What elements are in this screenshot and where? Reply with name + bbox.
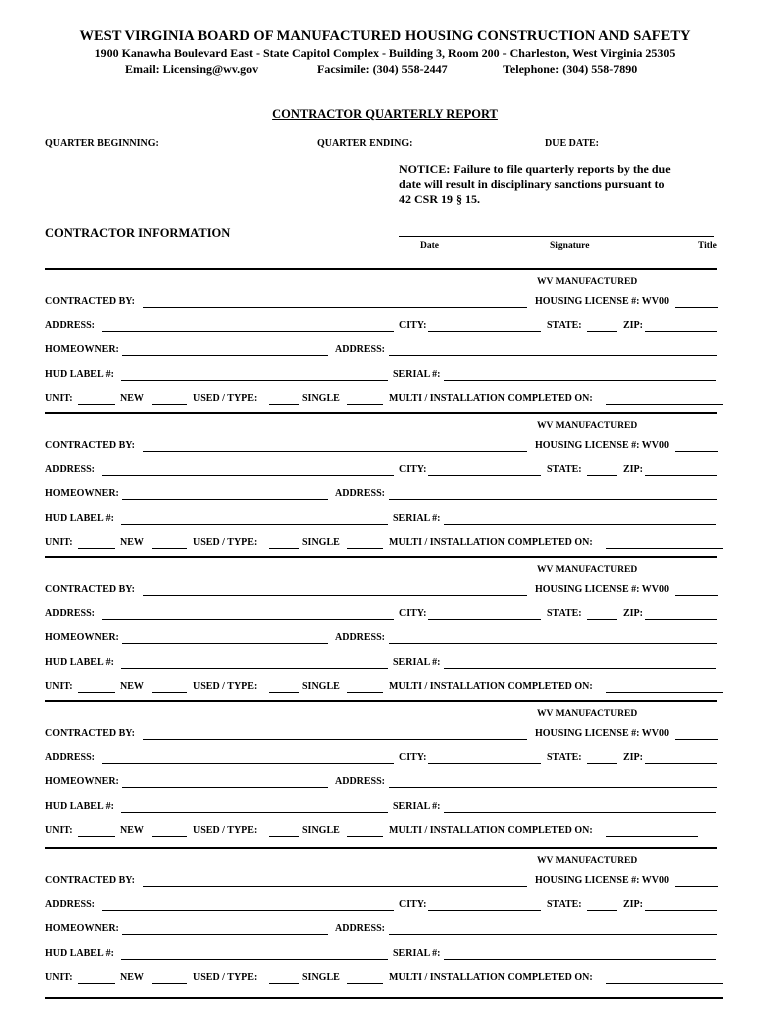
new-label: NEW xyxy=(120,537,144,548)
installation-date-field[interactable] xyxy=(606,836,698,837)
unit-label: UNIT: xyxy=(45,537,73,548)
serial-label: SERIAL #: xyxy=(393,513,441,524)
entry-divider xyxy=(45,412,717,414)
hud-label-field[interactable] xyxy=(121,380,388,381)
zip-label: ZIP: xyxy=(623,752,643,763)
wv-manufactured-label: WV MANUFACTURED xyxy=(537,421,638,431)
serial-label: SERIAL #: xyxy=(393,369,441,380)
unit-label: UNIT: xyxy=(45,393,73,404)
address-label: ADDRESS: xyxy=(45,608,96,619)
city-field[interactable] xyxy=(428,619,541,620)
serial-field[interactable] xyxy=(444,812,716,813)
homeowner-address-field[interactable] xyxy=(389,934,717,935)
hud-label-field[interactable] xyxy=(121,812,388,813)
hud-label-field[interactable] xyxy=(121,524,388,525)
board-address: 1900 Kanawha Boulevard East - State Capitol Complex - Building 3, Room 200 - Charleston, West Virginia 25305 xyxy=(94,46,676,60)
city-label: CITY: xyxy=(399,752,427,763)
notice-line-2: date will result in disciplinary sanctions pursuant to xyxy=(399,177,665,191)
homeowner-address-label: ADDRESS: xyxy=(335,344,386,355)
bottom-divider xyxy=(45,997,723,999)
homeowner-address-field[interactable] xyxy=(389,355,717,356)
homeowner-address-field[interactable] xyxy=(389,643,717,644)
contracted-by-field[interactable] xyxy=(143,451,527,452)
multi-install-label: MULTI / INSTALLATION COMPLETED ON: xyxy=(389,681,593,692)
unit-label: UNIT: xyxy=(45,825,73,836)
unit-label: UNIT: xyxy=(45,681,73,692)
address-label: ADDRESS: xyxy=(45,320,96,331)
zip-label: ZIP: xyxy=(623,320,643,331)
unit-used-field[interactable] xyxy=(152,692,187,693)
homeowner-label: HOMEOWNER: xyxy=(45,923,119,934)
entry-divider xyxy=(45,847,717,849)
state-label: STATE: xyxy=(547,608,582,619)
city-field[interactable] xyxy=(428,475,541,476)
multi-install-label: MULTI / INSTALLATION COMPLETED ON: xyxy=(389,537,593,548)
state-label: STATE: xyxy=(547,464,582,475)
quarter-ending-label: QUARTER ENDING: xyxy=(317,138,413,149)
unit-new-field[interactable] xyxy=(78,548,115,549)
new-label: NEW xyxy=(120,393,144,404)
state-label: STATE: xyxy=(547,752,582,763)
contractor-info-heading: CONTRACTOR INFORMATION xyxy=(45,226,231,240)
zip-field[interactable] xyxy=(645,910,717,911)
homeowner-field[interactable] xyxy=(122,355,328,356)
serial-field[interactable] xyxy=(444,668,716,669)
used-type-label: USED / TYPE: xyxy=(193,972,258,983)
type-single-field[interactable] xyxy=(269,548,299,549)
zip-field[interactable] xyxy=(645,331,717,332)
homeowner-address-field[interactable] xyxy=(389,499,717,500)
type-single-field[interactable] xyxy=(269,836,299,837)
entry-divider xyxy=(45,268,717,270)
serial-label: SERIAL #: xyxy=(393,801,441,812)
housing-license-label: HOUSING LICENSE #: WV00 xyxy=(535,875,670,886)
signature-date-label: Date xyxy=(420,241,439,251)
unit-label: UNIT: xyxy=(45,972,73,983)
city-field[interactable] xyxy=(428,331,541,332)
homeowner-field[interactable] xyxy=(122,499,328,500)
single-label: SINGLE xyxy=(302,825,340,836)
contracted-by-label: CONTRACTED BY: xyxy=(45,584,135,595)
board-phone: Telephone: (304) 558-7890 xyxy=(503,62,638,76)
homeowner-label: HOMEOWNER: xyxy=(45,344,119,355)
homeowner-field[interactable] xyxy=(122,934,328,935)
installation-date-field[interactable] xyxy=(606,692,723,693)
used-type-label: USED / TYPE: xyxy=(193,393,258,404)
due-date-label: DUE DATE: xyxy=(545,138,599,149)
unit-new-field[interactable] xyxy=(78,983,115,984)
new-label: NEW xyxy=(120,825,144,836)
housing-license-field[interactable] xyxy=(675,886,718,887)
state-field[interactable] xyxy=(587,331,617,332)
multi-install-label: MULTI / INSTALLATION COMPLETED ON: xyxy=(389,393,593,404)
type-multi-field[interactable] xyxy=(347,548,383,549)
zip-label: ZIP: xyxy=(623,464,643,475)
new-label: NEW xyxy=(120,681,144,692)
signature-line[interactable] xyxy=(399,236,714,237)
used-type-label: USED / TYPE: xyxy=(193,825,258,836)
unit-used-field[interactable] xyxy=(152,836,187,837)
zip-label: ZIP: xyxy=(623,608,643,619)
wv-manufactured-label: WV MANUFACTURED xyxy=(537,277,638,287)
contracted-by-label: CONTRACTED BY: xyxy=(45,875,135,886)
homeowner-address-label: ADDRESS: xyxy=(335,488,386,499)
hud-label-label: HUD LABEL #: xyxy=(45,513,114,524)
address-label: ADDRESS: xyxy=(45,899,96,910)
type-multi-field[interactable] xyxy=(347,983,383,984)
city-field[interactable] xyxy=(428,763,541,764)
housing-license-label: HOUSING LICENSE #: WV00 xyxy=(535,296,670,307)
state-label: STATE: xyxy=(547,899,582,910)
unit-new-field[interactable] xyxy=(78,836,115,837)
entry-divider xyxy=(45,556,717,558)
contracted-by-field[interactable] xyxy=(143,595,527,596)
installation-date-field[interactable] xyxy=(606,548,723,549)
housing-license-label: HOUSING LICENSE #: WV00 xyxy=(535,440,670,451)
notice-line-3: 42 CSR 19 § 15. xyxy=(399,192,481,206)
contracted-by-field[interactable] xyxy=(143,739,527,740)
homeowner-address-label: ADDRESS: xyxy=(335,776,386,787)
serial-field[interactable] xyxy=(444,959,716,960)
homeowner-address-field[interactable] xyxy=(389,787,717,788)
quarter-beginning-label: QUARTER BEGINNING: xyxy=(45,138,159,149)
form-title: CONTRACTOR QUARTERLY REPORT xyxy=(272,107,498,121)
contracted-by-label: CONTRACTED BY: xyxy=(45,440,135,451)
type-single-field[interactable] xyxy=(269,404,299,405)
housing-license-label: HOUSING LICENSE #: WV00 xyxy=(535,584,670,595)
contracted-by-field[interactable] xyxy=(143,886,527,887)
unit-new-field[interactable] xyxy=(78,404,115,405)
hud-label-label: HUD LABEL #: xyxy=(45,801,114,812)
used-type-label: USED / TYPE: xyxy=(193,681,258,692)
hud-label-field[interactable] xyxy=(121,959,388,960)
wv-manufactured-label: WV MANUFACTURED xyxy=(537,856,638,866)
type-multi-field[interactable] xyxy=(347,692,383,693)
single-label: SINGLE xyxy=(302,537,340,548)
city-label: CITY: xyxy=(399,899,427,910)
multi-install-label: MULTI / INSTALLATION COMPLETED ON: xyxy=(389,972,593,983)
wv-manufactured-label: WV MANUFACTURED xyxy=(537,709,638,719)
housing-license-field[interactable] xyxy=(675,307,718,308)
used-type-label: USED / TYPE: xyxy=(193,537,258,548)
housing-license-field[interactable] xyxy=(675,739,718,740)
address-field[interactable] xyxy=(102,763,394,764)
zip-field[interactable] xyxy=(645,619,717,620)
housing-license-field[interactable] xyxy=(675,451,718,452)
board-fax: Facsimile: (304) 558-2447 xyxy=(317,62,448,76)
unit-used-field[interactable] xyxy=(152,404,187,405)
address-field[interactable] xyxy=(102,475,394,476)
city-label: CITY: xyxy=(399,320,427,331)
city-field[interactable] xyxy=(428,910,541,911)
multi-install-label: MULTI / INSTALLATION COMPLETED ON: xyxy=(389,825,593,836)
unit-used-field[interactable] xyxy=(152,548,187,549)
address-field[interactable] xyxy=(102,619,394,620)
state-field[interactable] xyxy=(587,475,617,476)
hud-label-label: HUD LABEL #: xyxy=(45,369,114,380)
state-label: STATE: xyxy=(547,320,582,331)
board-email: Email: Licensing@wv.gov xyxy=(125,62,259,76)
city-label: CITY: xyxy=(399,464,427,475)
unit-new-field[interactable] xyxy=(78,692,115,693)
wv-manufactured-label: WV MANUFACTURED xyxy=(537,565,638,575)
homeowner-field[interactable] xyxy=(122,643,328,644)
serial-label: SERIAL #: xyxy=(393,657,441,668)
state-field[interactable] xyxy=(587,619,617,620)
serial-field[interactable] xyxy=(444,524,716,525)
serial-field[interactable] xyxy=(444,380,716,381)
housing-license-label: HOUSING LICENSE #: WV00 xyxy=(535,728,670,739)
entry-divider xyxy=(45,700,717,702)
signature-title-label: Title xyxy=(698,241,717,251)
installation-date-field[interactable] xyxy=(606,404,723,405)
new-label: NEW xyxy=(120,972,144,983)
homeowner-field[interactable] xyxy=(122,787,328,788)
hud-label-field[interactable] xyxy=(121,668,388,669)
type-multi-field[interactable] xyxy=(347,836,383,837)
type-multi-field[interactable] xyxy=(347,404,383,405)
state-field[interactable] xyxy=(587,910,617,911)
address-label: ADDRESS: xyxy=(45,752,96,763)
single-label: SINGLE xyxy=(302,972,340,983)
single-label: SINGLE xyxy=(302,393,340,404)
address-field[interactable] xyxy=(102,331,394,332)
address-label: ADDRESS: xyxy=(45,464,96,475)
homeowner-label: HOMEOWNER: xyxy=(45,488,119,499)
installation-date-field[interactable] xyxy=(606,983,723,984)
zip-field[interactable] xyxy=(645,763,717,764)
notice-line-1: NOTICE: Failure to file quarterly reports by the due xyxy=(399,162,671,176)
serial-label: SERIAL #: xyxy=(393,948,441,959)
type-single-field[interactable] xyxy=(269,692,299,693)
contracted-by-field[interactable] xyxy=(143,307,527,308)
city-label: CITY: xyxy=(399,608,427,619)
homeowner-address-label: ADDRESS: xyxy=(335,923,386,934)
contracted-by-label: CONTRACTED BY: xyxy=(45,296,135,307)
hud-label-label: HUD LABEL #: xyxy=(45,657,114,668)
unit-used-field[interactable] xyxy=(152,983,187,984)
homeowner-label: HOMEOWNER: xyxy=(45,776,119,787)
single-label: SINGLE xyxy=(302,681,340,692)
signature-label: Signature xyxy=(550,241,590,251)
zip-field[interactable] xyxy=(645,475,717,476)
homeowner-label: HOMEOWNER: xyxy=(45,632,119,643)
board-name: WEST VIRGINIA BOARD OF MANUFACTURED HOUSING CONSTRUCTION AND SAFETY xyxy=(79,28,691,44)
homeowner-address-label: ADDRESS: xyxy=(335,632,386,643)
hud-label-label: HUD LABEL #: xyxy=(45,948,114,959)
address-field[interactable] xyxy=(102,910,394,911)
state-field[interactable] xyxy=(587,763,617,764)
housing-license-field[interactable] xyxy=(675,595,718,596)
zip-label: ZIP: xyxy=(623,899,643,910)
contracted-by-label: CONTRACTED BY: xyxy=(45,728,135,739)
notice-text xyxy=(399,162,671,207)
type-single-field[interactable] xyxy=(269,983,299,984)
